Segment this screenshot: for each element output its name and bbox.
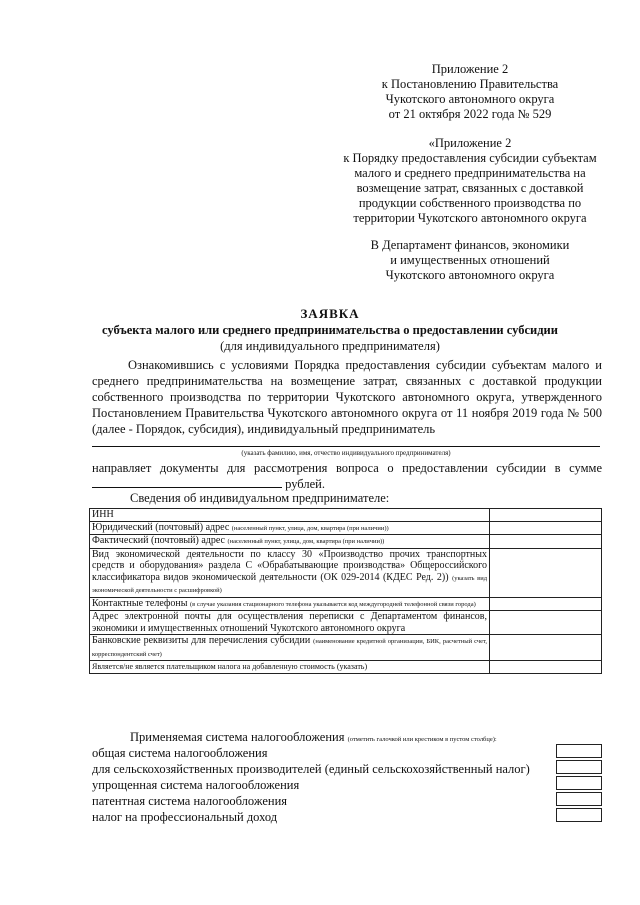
row-value-cell[interactable] <box>490 661 602 674</box>
row-note: Является/не является плательщиком налога на добавленную стоимость (указать) <box>92 662 368 671</box>
direction-text: направляет документы для рассмотрения вопроса о предоставлении субсидии в сумме <box>92 461 602 475</box>
row-value-cell[interactable] <box>490 635 602 661</box>
info-heading: Сведения об индивидуальном предпринимателе: <box>130 491 390 505</box>
entrepreneur-name-caption: (указать фамилию, имя, отчество индивидуального предпринимателя) <box>241 449 451 457</box>
row-label-text: Фактический (почтовый) адрес <box>92 535 225 546</box>
row-label-text: Юридический (почтовый) адрес <box>92 521 230 533</box>
procedure-line: «Приложение 2 <box>428 136 512 150</box>
recipient-line: В Департамент финансов, экономики <box>370 238 570 252</box>
annex-line: Приложение 2 <box>431 62 509 76</box>
tax-option: налог на профессиональный доход <box>92 810 278 824</box>
annex-line: Чукотского автономного округа <box>385 92 555 106</box>
recipient-line: и имущественных отношений <box>390 253 550 267</box>
annex-line: от 21 октября 2022 года № 529 <box>388 107 552 121</box>
tax-option-checkbox[interactable] <box>556 744 602 758</box>
table-row <box>90 635 602 661</box>
recipient-line: Чукотского автономного округа <box>385 268 555 282</box>
row-label <box>90 597 490 611</box>
procedure-line: продукции собственного производства по <box>358 196 582 210</box>
row-value-cell[interactable] <box>490 535 602 549</box>
row-value-cell[interactable] <box>490 548 602 597</box>
row-label-text: Вид экономической деятельности по классу 30 «Производство прочих транспортных средств и оборудования» раздела С «Обрабатывающие производства» Общероссийского классификатора видов экономической деятельности (ОК 029-2014 (КДЕС Ред. 2)) <box>92 548 487 583</box>
table-row <box>90 661 602 674</box>
tax-heading-note: (отметить галочкой или крестиком в пустом столбце): <box>347 736 497 743</box>
procedure-line: территории Чукотского автономного округа <box>353 211 587 225</box>
table-row <box>90 597 602 611</box>
intro-paragraph <box>92 357 602 437</box>
tax-option-checkbox[interactable] <box>556 808 602 822</box>
tax-system-heading <box>130 730 497 747</box>
row-note: (населенный пункт, улица, дом, квартира (при наличии)) <box>227 538 385 545</box>
annex-header <box>300 62 640 122</box>
annex-line: к Постановлению Правительства <box>381 77 559 91</box>
tax-option: общая система налогообложения <box>92 746 268 760</box>
row-label-text: ИНН <box>92 509 114 520</box>
table-row <box>90 548 602 597</box>
recipient-header <box>300 238 640 283</box>
row-label <box>90 521 490 535</box>
document-title: ЗАЯВКА <box>300 306 360 321</box>
row-note: (населенный пункт, улица, дом, квартира (при наличии)) <box>231 524 389 532</box>
row-label <box>90 661 490 674</box>
tax-option: для сельскохозяйственных производителей (единый сельскохозяйственный налог) <box>92 762 530 776</box>
row-label <box>90 509 490 522</box>
row-value-cell[interactable] <box>490 521 602 535</box>
direction-suffix: рублей. <box>285 477 325 491</box>
procedure-header <box>300 136 640 226</box>
row-value-cell[interactable] <box>490 611 602 635</box>
tax-option: патентная система налогообложения <box>92 794 288 808</box>
entrepreneur-info-table <box>89 508 602 674</box>
tax-option-checkbox[interactable] <box>556 760 602 774</box>
row-value-cell[interactable] <box>490 509 602 522</box>
tax-option-checkbox[interactable] <box>556 776 602 790</box>
table-row <box>90 509 602 522</box>
row-note: (указать вид экономической деятельности с расшифровкой) <box>92 574 488 594</box>
tax-heading-text: Применяемая система налогообложения <box>130 730 345 744</box>
entrepreneur-name-line[interactable] <box>92 446 600 447</box>
title-block <box>60 306 600 354</box>
row-note: (в случае указания стационарного телефона указывается код междугородней телефонной связи города) <box>189 600 476 608</box>
table-row <box>90 611 602 635</box>
tax-option-checkbox[interactable] <box>556 792 602 806</box>
row-note: (наименование кредитной организации, БИК, расчетный счет, корреспондентский счет) <box>92 638 487 658</box>
row-label-text: Банковские реквизиты для перечисления субсидии <box>92 635 311 646</box>
table-row <box>90 535 602 549</box>
row-value-cell[interactable] <box>490 597 602 611</box>
direction-paragraph <box>92 460 602 492</box>
table-row <box>90 521 602 535</box>
row-label <box>90 635 490 661</box>
row-label-text: Адрес электронной почты для осуществления переписки с Департаментом финансов, экономики и имущественных отношений Чукотского автономного округа <box>92 611 487 634</box>
document-subtitle: субъекта малого или среднего предпринимательства о предоставлении субсидии <box>102 323 558 337</box>
procedure-line: возмещение затрат, связанных с доставкой <box>356 181 584 195</box>
intro-text: Ознакомившись с условиями Порядка предоставления субсидии субъектам малого и среднего предпринимательства на возмещение затрат, связанных с доставкой продукции собственного производства по территории Чукотского автономного округа, утвержденного Постановлением Правительства Чукотского автономного округа от 11 ноября 2019 года № 500 (далее - Порядок, субсидия), индивидуальный предприниматель <box>92 358 602 436</box>
document-subtitle-note: (для индивидуального предпринимателя) <box>220 339 440 353</box>
row-label <box>90 611 490 635</box>
row-label-text: Контактные телефоны <box>92 597 188 609</box>
procedure-line: малого и среднего предпринимательства на <box>354 166 586 180</box>
tax-option: упрощенная система налогообложения <box>92 778 300 792</box>
subsidy-sum-field[interactable] <box>92 476 282 488</box>
row-label <box>90 535 490 549</box>
procedure-line: к Порядку предоставления субсидии субъектам <box>343 151 597 165</box>
row-label <box>90 548 490 597</box>
